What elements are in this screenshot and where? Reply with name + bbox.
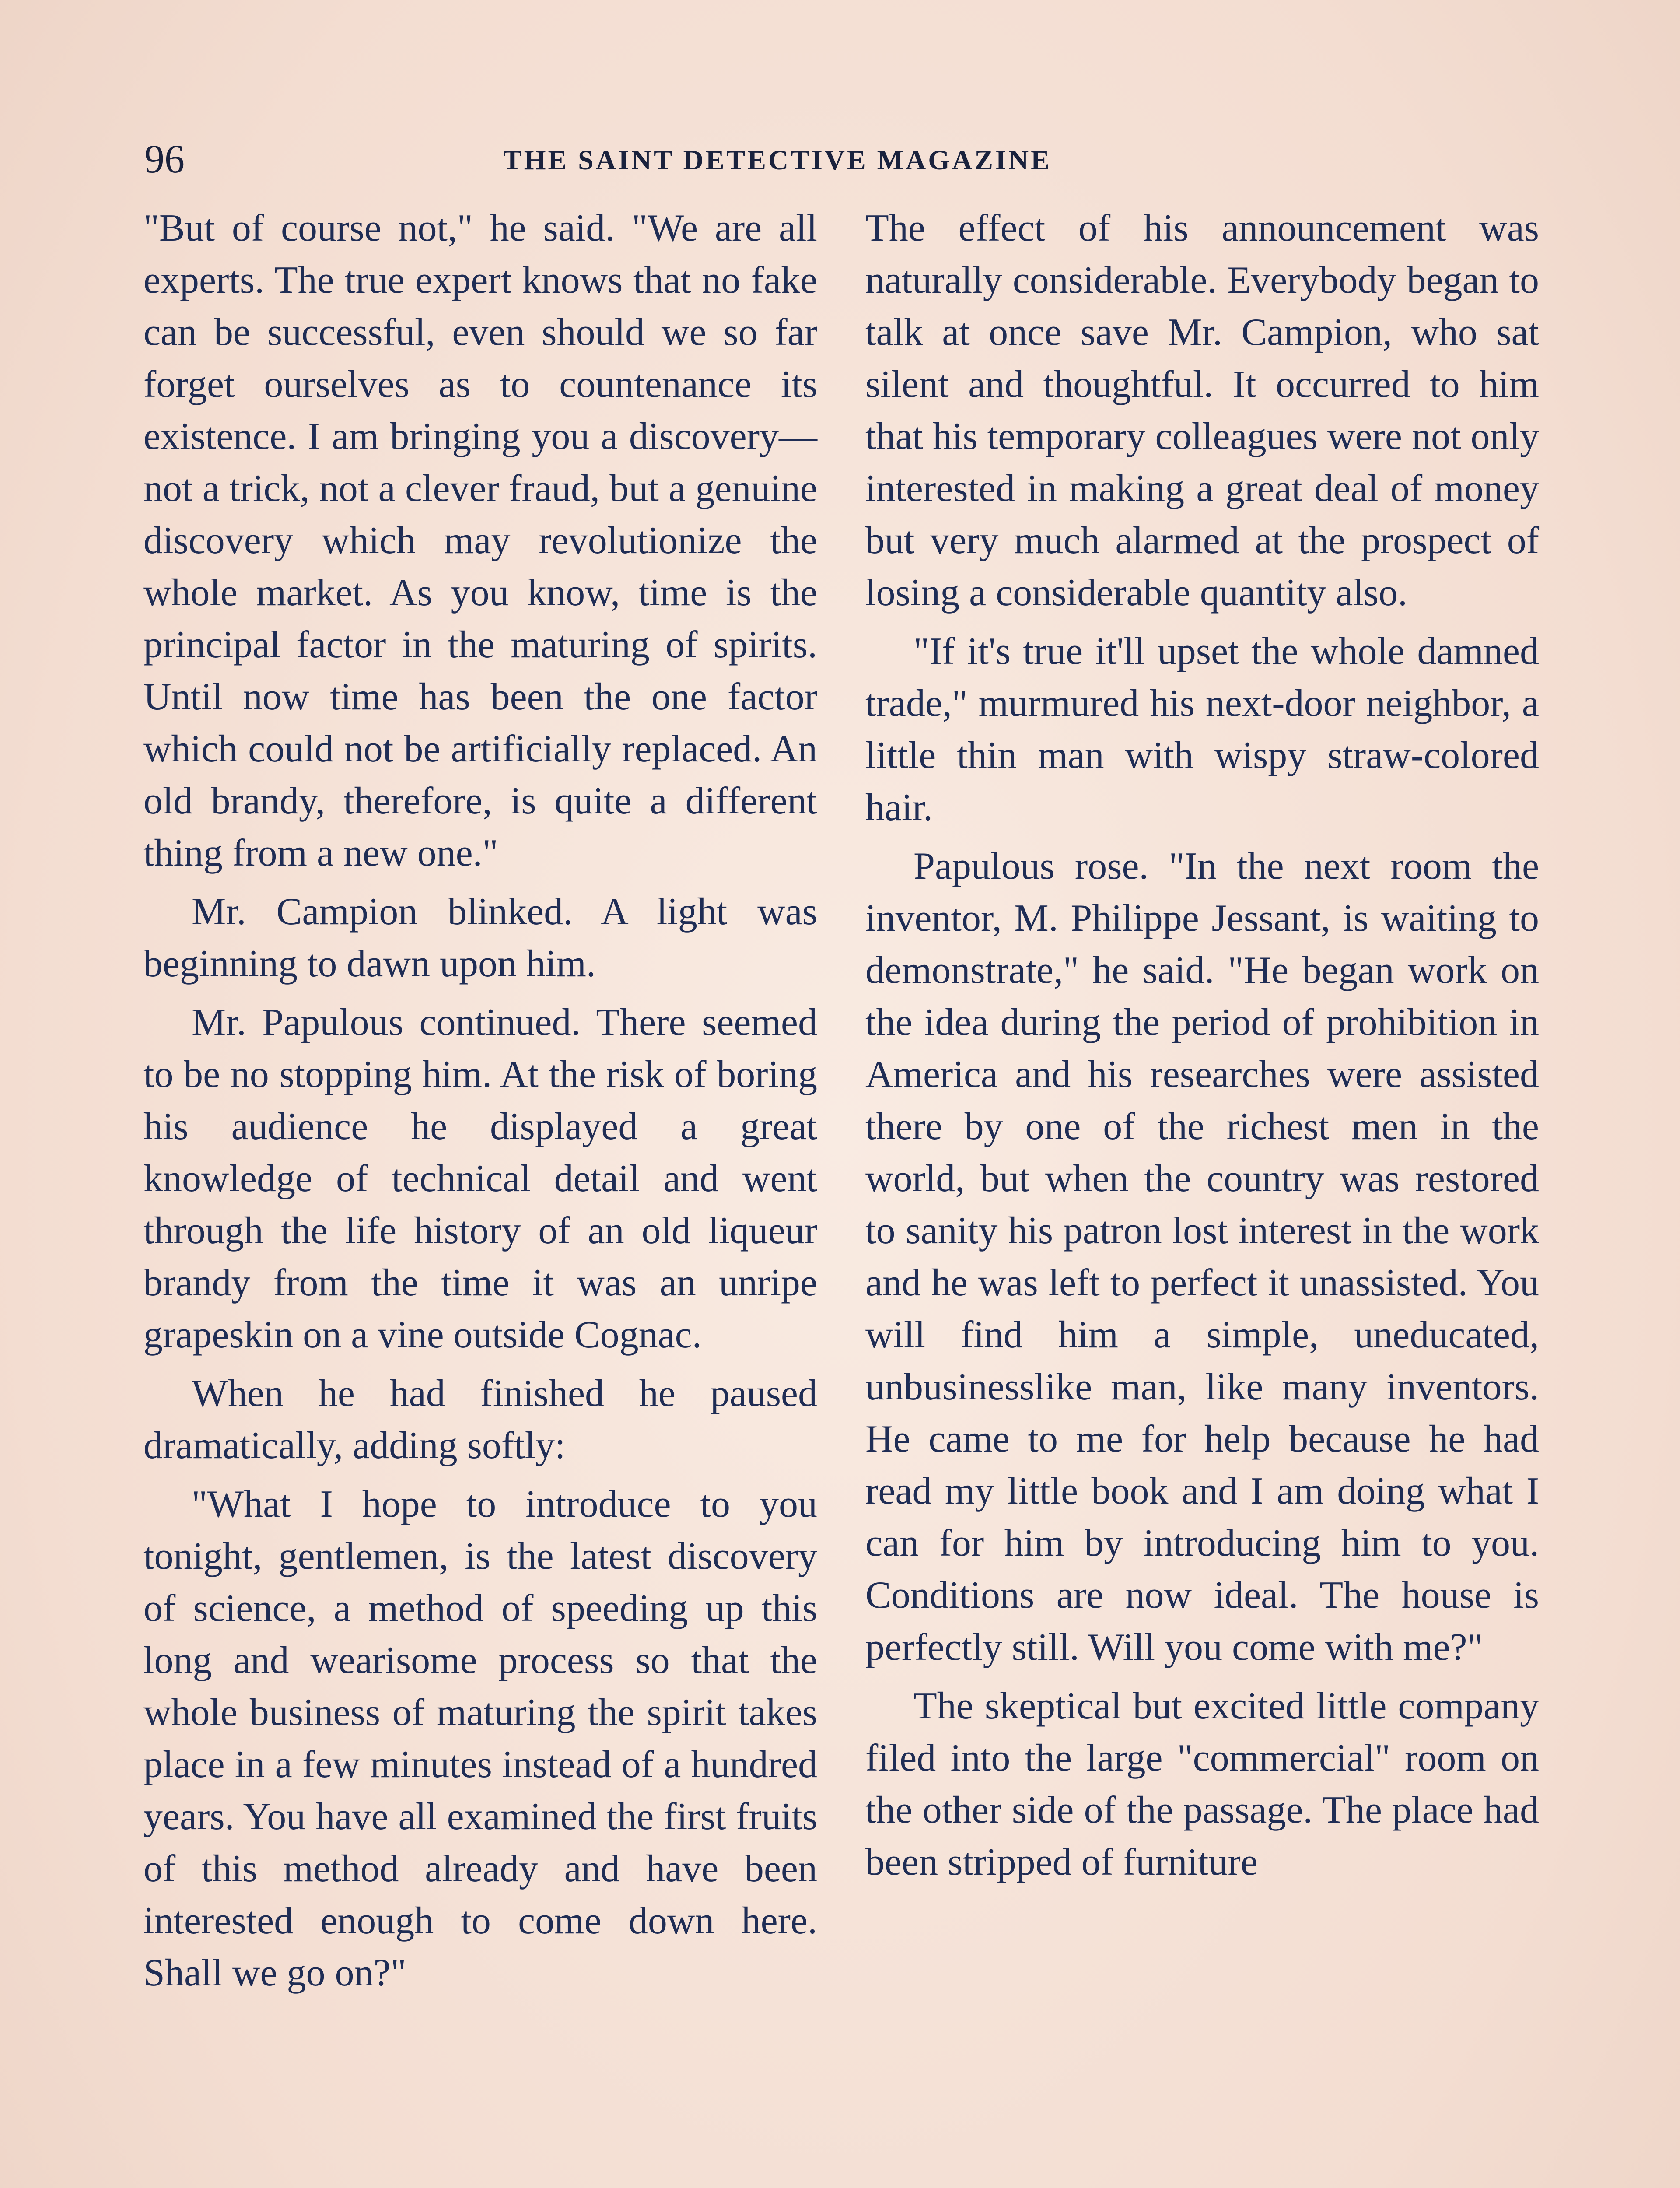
paragraph: When he had finished he paused dramatically, adding softly: xyxy=(144,1372,817,1467)
paragraph: Mr. Papulous continued. There seemed to be no stopping him. At the risk of boring his audience he displayed a great knowledge of technical detail and went through the life history of an old liqueur brandy from the time it was an unripe grapeskin on a vine outside Cognac. xyxy=(144,1001,817,1356)
paragraph: The effect of his announcement was naturally considerable. Everybody began to talk at once save Mr. Campion, who sat silent and thoughtful. It occurred to him that his temporary colleagues were not only interested in making a great deal of money but very much alarmed at the prospect of losing a considerable quantity also. xyxy=(865,207,1539,614)
right-column xyxy=(865,202,1539,1895)
paragraph: Papulous rose. "In the next room the inventor, M. Philippe Jessant, is waiting to demonstrate," he said. "He began work on the idea during the period of prohibition in America and his researches were assisted there by one of the richest men in the world, but when the country was restored to sanity his patron lost interest in the work and he was left to perfect it unassisted. You will find him a simple, uneducated, unbusinesslike man, like many inventors. He came to me for help because he had read my little book and I am doing what I can for him by introducing him to you. Conditions are now ideal. The house is perfectly still. Will you come with me?" xyxy=(865,845,1539,1669)
page-header xyxy=(144,139,1544,179)
paragraph: Mr. Campion blinked. A light was beginning to dawn upon him. xyxy=(144,891,817,985)
running-head: THE SAINT DETECTIVE MAGAZINE xyxy=(503,144,1052,175)
paragraph: "What I hope to introduce to you tonight, gentlemen, is the latest discovery of science, a method of speeding up this long and wearisome process so that the whole business of maturing the spirit takes place in a few minutes instead of a hundred years. You have all examined the first fruits of this method already and have been interested enough to come down here. Shall we go on?" xyxy=(144,1483,817,1994)
paragraph: The skeptical but excited little company filed into the large "commercial" room on the other side of the passage. The place had been stripped of furniture xyxy=(865,1685,1539,1883)
left-column xyxy=(144,202,817,2006)
paragraph: "But of course not," he said. "We are all experts. The true expert knows that no fake can be successful, even should we so far forget ourselves as to countenance its existence. I am bringing you a discovery—not a trick, not a clever fraud, but a genuine discovery which may revolutionize the whole market. As you know, time is the principal factor in the maturing of spirits. Until now time has been the one factor which could not be artificially replaced. An old brandy, therefore, is quite a different thing from a new one." xyxy=(144,207,817,874)
paragraph: "If it's true it'll upset the whole damned trade," murmured his next-door neighbor, a little thin man with wispy straw-colored hair. xyxy=(865,630,1539,829)
page-number: 96 xyxy=(144,137,185,181)
